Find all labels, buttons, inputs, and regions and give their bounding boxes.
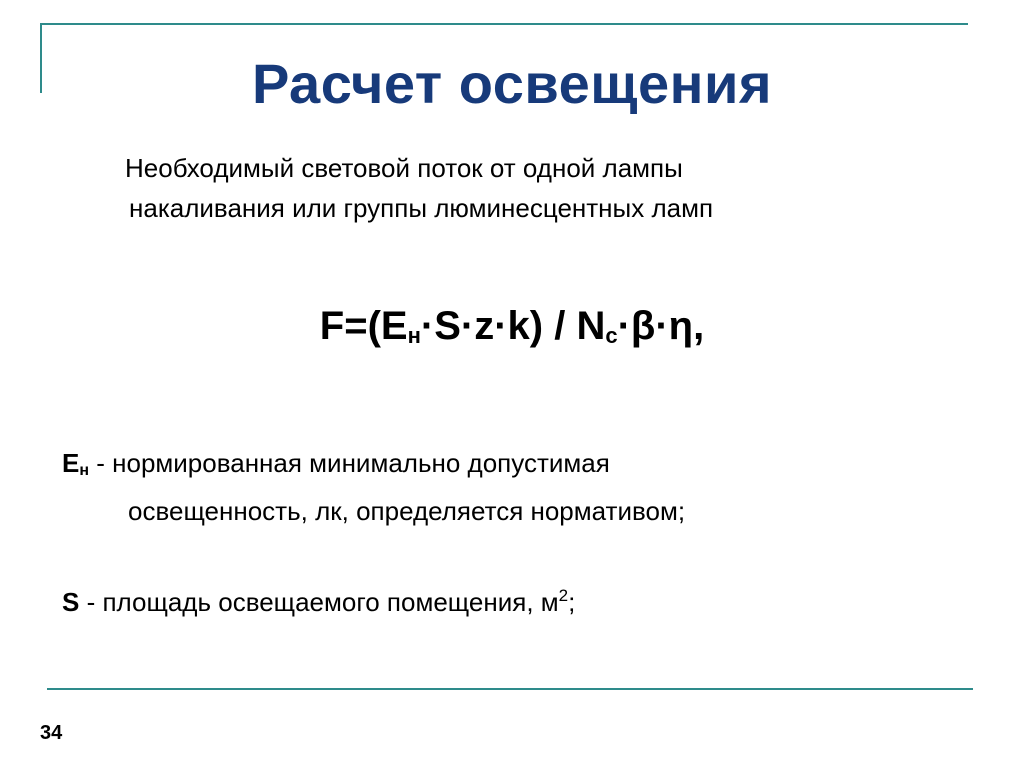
definition-s-text: - площадь освещаемого помещения, м [79,587,559,617]
slide-title: Расчет освещения [251,52,773,115]
formula-part-3: ·β·η, [617,304,705,348]
intro-line-1: Необходимый световой поток от одной лампы [125,153,683,183]
intro-line-2: накаливания или группы люминесцентных ламп [129,193,714,223]
formula-sub-2: с [605,323,618,348]
intro-text [125,148,945,228]
definition-s [62,582,962,622]
definition-en-symbol [62,448,89,478]
definition-en-letter: E [62,448,80,478]
definition-s-symbol: S [62,587,80,617]
definition-s-superscript: 2 [558,586,569,605]
frame-top-line [40,23,968,25]
light-flux-formula [0,298,1024,364]
frame-bottom-line [47,688,973,690]
formula-part-1: F=(E [319,304,408,348]
definition-s-tail: ; [568,587,576,617]
definition-en-line-2: освещенность, лк, определяется нормативом; [128,496,686,526]
definition-en [62,443,962,531]
definition-en-line-1: - нормированная минимально допустимая [89,448,610,478]
formula-sub-1: н [407,323,421,348]
formula-part-2: ·S·z·k) / N [420,304,606,348]
definition-en-sub: н [79,462,90,479]
page-number: 34 [40,722,63,744]
